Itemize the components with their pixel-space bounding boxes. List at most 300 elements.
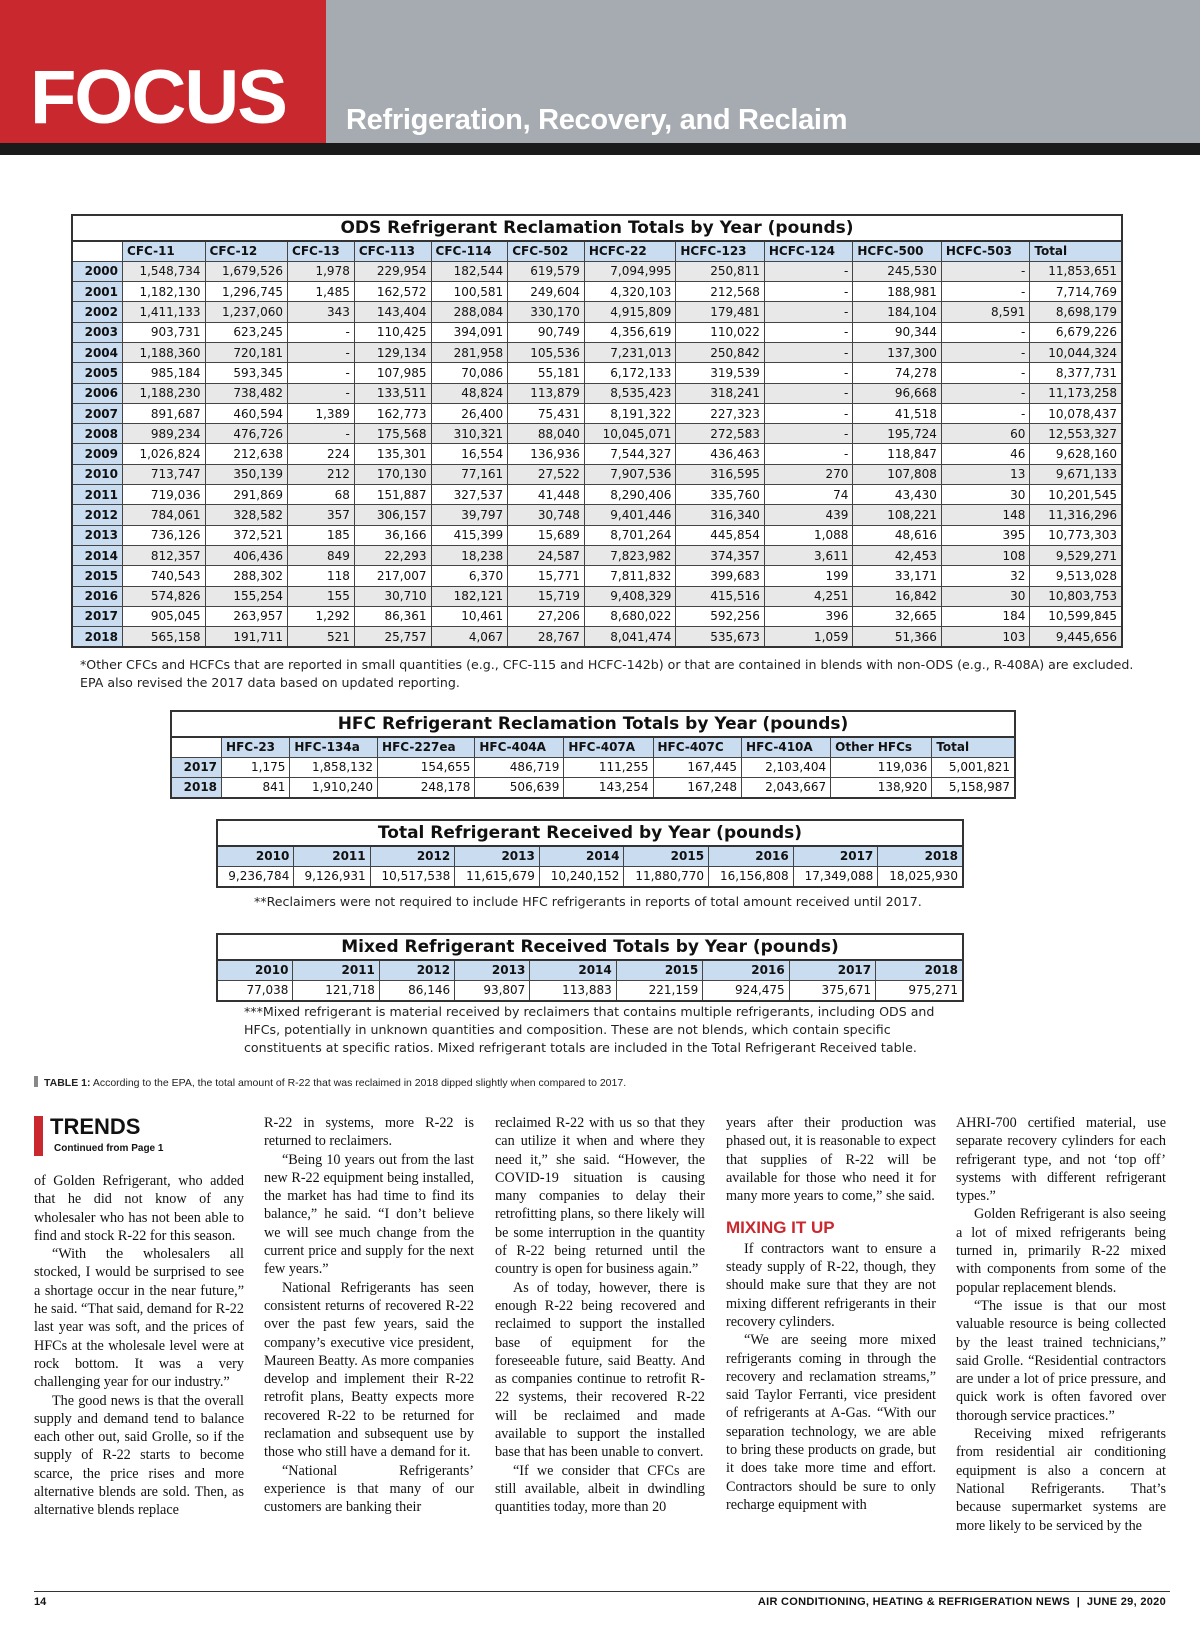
table-cell: -: [764, 403, 853, 423]
table-cell: 26,400: [431, 403, 508, 423]
table-cell: 105,536: [508, 342, 585, 362]
column-header: 2012: [370, 846, 455, 866]
table-cell: 396: [764, 606, 853, 626]
table-cell: 841: [222, 778, 290, 798]
table-cell: 288,302: [205, 566, 288, 586]
column-header: 2010: [217, 846, 294, 866]
table-cell: 12,553,327: [1030, 424, 1122, 444]
table-cell: 2,043,667: [742, 778, 831, 798]
table-cell: 10,599,845: [1030, 606, 1122, 626]
table-cell: 162,572: [354, 282, 431, 302]
table-cell: -: [941, 383, 1030, 403]
row-year: 2009: [72, 444, 123, 464]
table-cell: 335,760: [676, 485, 765, 505]
table-cell: 891,687: [123, 403, 206, 423]
table-cell: 75,431: [508, 403, 585, 423]
table-cell: 9,628,160: [1030, 444, 1122, 464]
paragraph: National Refrigerants has seen consistent returns of recovered R-22 over the past few years, said the company’s executive vice president, Maureen Beatty. As more companies develop and implement their R-22 retrofit plans, Beatty expects more recovered R-22 to be returned for reclamation and subsequent use by those who still have a demand for it.: [264, 1279, 474, 1461]
paragraph: “The issue is that our most valuable resource is being collected by the least trained technicians,” said Grolle. “Residential contractors are under a lot of price pressure, and quick work is often favored over thorough service practices.”: [956, 1297, 1166, 1424]
row-year: 2002: [72, 302, 123, 322]
table-row: [72, 485, 1122, 505]
column-header: 2017: [789, 960, 875, 980]
table-cell: 15,719: [508, 586, 585, 606]
table-cell: 167,248: [653, 778, 742, 798]
column-header: 2013: [455, 846, 540, 866]
table-cell: 10,803,753: [1030, 586, 1122, 606]
mixed-footnote: ***Mixed refrigerant is material received by reclaimers that contains multiple refrigerants, including ODS and HFCs, potentially in unknown quantities and composition. These are not blends, which contain specific constituents at specific ratios. Mixed refrigerant totals are included in the Total Refrigerant Received table.: [244, 1004, 935, 1055]
kicker-bar: [34, 1116, 43, 1156]
table-cell: 143,404: [354, 302, 431, 322]
column-header: HCFC-123: [676, 241, 765, 261]
column-header: HCFC-500: [853, 241, 942, 261]
paragraph: AHRI-700 certified material, use separate recovery cylinders for each refrigerant type, and not ‘top off’ systems with different refrigerant types.”: [956, 1115, 1166, 1205]
table-title: ODS Refrigerant Reclamation Totals by Year (pounds): [72, 215, 1122, 241]
table-cell: 22,293: [354, 545, 431, 565]
paragraph: “If we consider that CFCs are still available, albeit in dwindling quantities today, more than 20: [495, 1462, 705, 1516]
table-cell: 330,170: [508, 302, 585, 322]
table-cell: 399,683: [676, 566, 765, 586]
table-cell: 86,361: [354, 606, 431, 626]
table-cell: 217,007: [354, 566, 431, 586]
table-cell: 9,529,271: [1030, 545, 1122, 565]
table-cell: 10,240,152: [539, 866, 624, 886]
column-header: 2013: [455, 960, 530, 980]
table-cell: -: [764, 444, 853, 464]
table-row: [72, 586, 1122, 606]
row-year: 2016: [72, 586, 123, 606]
table-row: [72, 363, 1122, 383]
table-cell: 11,316,296: [1030, 505, 1122, 525]
table-cell: 151,887: [354, 485, 431, 505]
table-cell: 565,158: [123, 627, 206, 647]
table-cell: 394,091: [431, 322, 508, 342]
table-cell: 11,173,258: [1030, 383, 1122, 403]
table-cell: 1,059: [764, 627, 853, 647]
table-cell: 119,036: [831, 757, 932, 777]
column-header: CFC-11: [123, 241, 206, 261]
table-cell: 8,191,322: [584, 403, 676, 423]
column-header: Other HFCs: [831, 737, 932, 757]
table-cell: 1,182,130: [123, 282, 206, 302]
table-cell: 51,366: [853, 627, 942, 647]
table-cell: 8,377,731: [1030, 363, 1122, 383]
table-cell: 272,583: [676, 424, 765, 444]
table-cell: 316,595: [676, 464, 765, 484]
table-cell: 18,238: [431, 545, 508, 565]
paragraph: The good news is that the overall supply and demand tend to balance each other out, said Grolle, so if the supply of R-22 starts to become scarce, the price rises and more alternative blends are sold. Then, as alternative blends replace: [34, 1392, 244, 1519]
table-cell: 1,188,230: [123, 383, 206, 403]
table-cell: 375,671: [789, 980, 875, 1000]
row-year: 2008: [72, 424, 123, 444]
column-header: 2018: [876, 960, 963, 980]
table-cell: 60: [941, 424, 1030, 444]
row-year: 2000: [72, 261, 123, 281]
table-row: [72, 566, 1122, 586]
table-title: HFC Refrigerant Reclamation Totals by Year (pounds): [171, 711, 1015, 737]
table-cell: 8,535,423: [584, 383, 676, 403]
table-cell: 212: [288, 464, 355, 484]
column-header: 2016: [703, 960, 789, 980]
table-cell: 136,936: [508, 444, 585, 464]
table-cell: 110,022: [676, 322, 765, 342]
table-row: [171, 778, 1015, 798]
table-row: [72, 383, 1122, 403]
table-cell: 184: [941, 606, 1030, 626]
table-cell: 248,178: [378, 778, 475, 798]
column-header: Total: [932, 737, 1015, 757]
table-cell: 250,842: [676, 342, 765, 362]
table-cell: 27,206: [508, 606, 585, 626]
table-cell: 15,771: [508, 566, 585, 586]
column-header: CFC-114: [431, 241, 508, 261]
table-cell: 521: [288, 627, 355, 647]
table-cell: 8,698,179: [1030, 302, 1122, 322]
table-cell: 48,824: [431, 383, 508, 403]
table-cell: 8,680,022: [584, 606, 676, 626]
footer-rule: [34, 1591, 1170, 1592]
table-row: [72, 282, 1122, 302]
row-year: 2017: [72, 606, 123, 626]
column-header: HFC-407C: [653, 737, 742, 757]
table-cell: 9,236,784: [217, 866, 294, 886]
table-cell: -: [941, 342, 1030, 362]
table-cell: 7,811,832: [584, 566, 676, 586]
table-row: [72, 403, 1122, 423]
table-cell: 738,482: [205, 383, 288, 403]
paragraph: If contractors want to ensure a steady supply of R-22, though, they should make sure that they are not mixing different refrigerants in their recovery cylinders.: [726, 1240, 936, 1330]
table-row: [72, 444, 1122, 464]
column-header: Total: [1030, 241, 1122, 261]
table-cell: 436,463: [676, 444, 765, 464]
table-cell: 415,399: [431, 525, 508, 545]
table-row: [72, 606, 1122, 626]
table-cell: 121,718: [293, 980, 379, 1000]
article-column-2: [264, 1114, 474, 1517]
table-cell: -: [941, 363, 1030, 383]
table-title: Mixed Refrigerant Received Totals by Year (pounds): [217, 934, 963, 960]
table-cell: 184,104: [853, 302, 942, 322]
table-row: [72, 302, 1122, 322]
table-cell: -: [288, 342, 355, 362]
table-cell: 191,711: [205, 627, 288, 647]
table-cell: -: [764, 322, 853, 342]
table-cell: 593,345: [205, 363, 288, 383]
column-header: HFC-23: [222, 737, 290, 757]
total-footnote: **Reclaimers were not required to include HFC refrigerants in reports of total amount received until 2017.: [254, 894, 922, 909]
table-cell: 212,568: [676, 282, 765, 302]
paragraph: Receiving mixed refrigerants from residential air conditioning equipment is also a concern at National Refrigerants. That’s because supermarket systems are more likely to be serviced by the: [956, 1426, 1166, 1534]
table-cell: 74,278: [853, 363, 942, 383]
row-year: 2003: [72, 322, 123, 342]
table-cell: 30: [941, 485, 1030, 505]
table-cell: 90,749: [508, 322, 585, 342]
column-header: 2012: [379, 960, 454, 980]
table-cell: 7,714,769: [1030, 282, 1122, 302]
table-cell: 903,731: [123, 322, 206, 342]
table-cell: 1,296,745: [205, 282, 288, 302]
table-cell: -: [941, 261, 1030, 281]
table-row: [72, 261, 1122, 281]
row-year: 2010: [72, 464, 123, 484]
table-cell: 7,823,982: [584, 545, 676, 565]
paragraph: “With the wholesalers all stocked, I would be surprised to see a shortage occur in the near future,” he said. “That said, demand for R-22 last year was soft, and the prices of HFCs at the wholesale level were at rock bottom. It was a very challenging year for our industry.”: [34, 1246, 244, 1391]
table-cell: 395: [941, 525, 1030, 545]
column-header: CFC-502: [508, 241, 585, 261]
table-cell: 10,517,538: [370, 866, 455, 886]
column-header: HFC-410A: [742, 737, 831, 757]
column-header: 2017: [793, 846, 878, 866]
table-cell: 1,485: [288, 282, 355, 302]
paragraph: Golden Refrigerant is also seeing a lot of mixed refrigerants being turned in, primarily R-22 mixed with components from some of the popular replacement blends.: [956, 1206, 1166, 1296]
table-cell: 374,357: [676, 545, 765, 565]
table-cell: 291,869: [205, 485, 288, 505]
table-cell: 36,166: [354, 525, 431, 545]
table-row: [72, 342, 1122, 362]
row-year: 2012: [72, 505, 123, 525]
table-corner: [171, 737, 222, 757]
table-cell: 224: [288, 444, 355, 464]
row-year: 2005: [72, 363, 123, 383]
column-header: HFC-404A: [475, 737, 564, 757]
table-cell: 179,481: [676, 302, 765, 322]
table-cell: 5,158,987: [932, 778, 1015, 798]
table-cell: 310,321: [431, 424, 508, 444]
table-cell: 1,292: [288, 606, 355, 626]
table-cell: 10,045,071: [584, 424, 676, 444]
table-cell: 812,357: [123, 545, 206, 565]
paragraph: As of today, however, there is enough R-22 being recovered and reclaimed to support the installed base of equipment for the foreseeable future, said Beatty. And as companies continue to retrofit R-22 systems, their recovered R-22 will be reclaimed and made available to support the installed base that has been unable to convert.: [495, 1279, 705, 1461]
table-cell: 48,616: [853, 525, 942, 545]
table-cell: 148: [941, 505, 1030, 525]
row-year: 2011: [72, 485, 123, 505]
table-cell: 10,078,437: [1030, 403, 1122, 423]
table-cell: 32: [941, 566, 1030, 586]
table-cell: 182,121: [431, 586, 508, 606]
table-cell: 1,411,133: [123, 302, 206, 322]
table-cell: 10,044,324: [1030, 342, 1122, 362]
table-cell: -: [764, 363, 853, 383]
table-cell: 1,237,060: [205, 302, 288, 322]
table-row: [72, 627, 1122, 647]
column-header: HCFC-22: [584, 241, 676, 261]
table-cell: -: [764, 424, 853, 444]
table-cell: -: [941, 322, 1030, 342]
table-cell: 167,445: [653, 757, 742, 777]
table-cell: 133,511: [354, 383, 431, 403]
table-cell: 8,591: [941, 302, 1030, 322]
table-cell: 905,045: [123, 606, 206, 626]
hfc-reclamation-table: [170, 710, 1016, 799]
table-cell: 574,826: [123, 586, 206, 606]
table-cell: 985,184: [123, 363, 206, 383]
table-cell: 129,134: [354, 342, 431, 362]
paragraph: R-22 in systems, more R-22 is returned to reclaimers.: [264, 1115, 474, 1150]
table-cell: 199: [764, 566, 853, 586]
table-cell: 6,370: [431, 566, 508, 586]
table-cell: 1,175: [222, 757, 290, 777]
table-cell: 11,853,651: [1030, 261, 1122, 281]
table-cell: 535,673: [676, 627, 765, 647]
table-cell: -: [764, 383, 853, 403]
table-cell: 9,126,931: [294, 866, 370, 886]
table-cell: -: [288, 363, 355, 383]
table-cell: 1,188,360: [123, 342, 206, 362]
table-cell: 108,221: [853, 505, 942, 525]
table-cell: 263,957: [205, 606, 288, 626]
table-cell: -: [941, 403, 1030, 423]
table-cell: 319,539: [676, 363, 765, 383]
table-cell: 41,518: [853, 403, 942, 423]
table-cell: 623,245: [205, 322, 288, 342]
row-year: 2015: [72, 566, 123, 586]
table-cell: 135,301: [354, 444, 431, 464]
paragraph: reclaimed R-22 with us so that they can utilize it when and where they need it,” she said. “However, the COVID-19 situation is causing many companies to delay their retrofitting plans, so there likely will be some interruption in the quantity of R-22 being returned until the country is open for business again.”: [495, 1115, 705, 1278]
table-cell: 736,126: [123, 525, 206, 545]
table-cell: 318,241: [676, 383, 765, 403]
table-cell: 5,001,821: [932, 757, 1015, 777]
table-cell: 10,201,545: [1030, 485, 1122, 505]
table-cell: 175,568: [354, 424, 431, 444]
table-cell: 6,172,133: [584, 363, 676, 383]
table-cell: 6,679,226: [1030, 322, 1122, 342]
table-cell: 372,521: [205, 525, 288, 545]
table-caption: [34, 1076, 626, 1089]
table-cell: 9,445,656: [1030, 627, 1122, 647]
column-header: CFC-12: [205, 241, 288, 261]
table-cell: 46: [941, 444, 1030, 464]
table-cell: 170,130: [354, 464, 431, 484]
article-column-1: [34, 1172, 244, 1520]
table-cell: 111,255: [564, 757, 653, 777]
table-cell: 30,710: [354, 586, 431, 606]
table-cell: -: [764, 282, 853, 302]
table-cell: 113,879: [508, 383, 585, 403]
table-cell: 4,356,619: [584, 322, 676, 342]
column-header: HFC-407A: [564, 737, 653, 757]
table-cell: 68: [288, 485, 355, 505]
column-header: 2018: [878, 846, 963, 866]
row-year: 2018: [171, 778, 222, 798]
table-cell: 70,086: [431, 363, 508, 383]
table-row: [72, 464, 1122, 484]
table-cell: 107,808: [853, 464, 942, 484]
table-cell: 1,858,132: [290, 757, 378, 777]
table-cell: 137,300: [853, 342, 942, 362]
table-cell: 96,668: [853, 383, 942, 403]
table-cell: 989,234: [123, 424, 206, 444]
article-column-5: [956, 1114, 1166, 1535]
table-cell: 143,254: [564, 778, 653, 798]
table-cell: 343: [288, 302, 355, 322]
table-cell: 4,251: [764, 586, 853, 606]
table-cell: 100,581: [431, 282, 508, 302]
table-cell: 11,880,770: [624, 866, 709, 886]
table-cell: 740,543: [123, 566, 206, 586]
table-cell: 9,408,329: [584, 586, 676, 606]
caption-label: TABLE 1:: [44, 1077, 91, 1089]
table-cell: -: [941, 282, 1030, 302]
table-cell: 415,516: [676, 586, 765, 606]
table-cell: 16,842: [853, 586, 942, 606]
table-cell: 7,094,995: [584, 261, 676, 281]
table-cell: 720,181: [205, 342, 288, 362]
table-cell: 9,513,028: [1030, 566, 1122, 586]
table-cell: 406,436: [205, 545, 288, 565]
table-cell: 42,453: [853, 545, 942, 565]
table-cell: 11,615,679: [455, 866, 540, 886]
table-cell: 30,748: [508, 505, 585, 525]
table-cell: 103: [941, 627, 1030, 647]
table-cell: 350,139: [205, 464, 288, 484]
table-cell: 719,036: [123, 485, 206, 505]
table-cell: 713,747: [123, 464, 206, 484]
table-cell: 15,689: [508, 525, 585, 545]
table-cell: 33,171: [853, 566, 942, 586]
table-cell: 4,915,809: [584, 302, 676, 322]
table-cell: 476,726: [205, 424, 288, 444]
column-header: CFC-113: [354, 241, 431, 261]
table-row: [72, 322, 1122, 342]
table-title: Total Refrigerant Received by Year (pounds): [217, 820, 963, 846]
column-header: 2014: [530, 960, 616, 980]
table-cell: 118,847: [853, 444, 942, 464]
table-cell: 357: [288, 505, 355, 525]
column-header: HCFC-124: [764, 241, 853, 261]
table-cell: 3,611: [764, 545, 853, 565]
table-cell: 110,425: [354, 322, 431, 342]
column-header: 2014: [539, 846, 624, 866]
table-cell: 10,773,303: [1030, 525, 1122, 545]
table-cell: 93,807: [455, 980, 530, 1000]
table-cell: 281,958: [431, 342, 508, 362]
column-header: 2011: [294, 846, 370, 866]
column-header: HFC-134a: [290, 737, 378, 757]
caption-text: According to the EPA, the total amount of R-22 that was reclaimed in 2018 dipped slightly when compared to 2017.: [90, 1077, 627, 1089]
row-year: 2006: [72, 383, 123, 403]
row-year: 2007: [72, 403, 123, 423]
row-year: 2001: [72, 282, 123, 302]
table-cell: 9,401,446: [584, 505, 676, 525]
table-cell: 30: [941, 586, 1030, 606]
article-column-4: [726, 1114, 936, 1514]
table-cell: 77,038: [217, 980, 293, 1000]
table-cell: 1,548,734: [123, 261, 206, 281]
table-cell: 154,655: [378, 757, 475, 777]
column-header: 2016: [709, 846, 794, 866]
table-cell: 486,719: [475, 757, 564, 777]
trends-kicker: [34, 1116, 244, 1158]
section-title: FOCUS: [30, 55, 286, 140]
table-cell: 77,161: [431, 464, 508, 484]
section-subtitle: Refrigeration, Recovery, and Reclaim: [346, 104, 848, 136]
table-cell: 506,639: [475, 778, 564, 798]
table-cell: 327,537: [431, 485, 508, 505]
table-cell: -: [288, 322, 355, 342]
table-cell: 195,724: [853, 424, 942, 444]
table-cell: 8,701,264: [584, 525, 676, 545]
header-rule: [0, 143, 1200, 155]
table-corner: [72, 241, 123, 261]
table-cell: 8,041,474: [584, 627, 676, 647]
table-cell: 924,475: [703, 980, 789, 1000]
table-cell: 221,159: [616, 980, 702, 1000]
mixed-received-table: [216, 933, 964, 1002]
row-year: 2013: [72, 525, 123, 545]
column-header: CFC-13: [288, 241, 355, 261]
table-cell: 245,530: [853, 261, 942, 281]
row-year: 2004: [72, 342, 123, 362]
table-cell: 74: [764, 485, 853, 505]
